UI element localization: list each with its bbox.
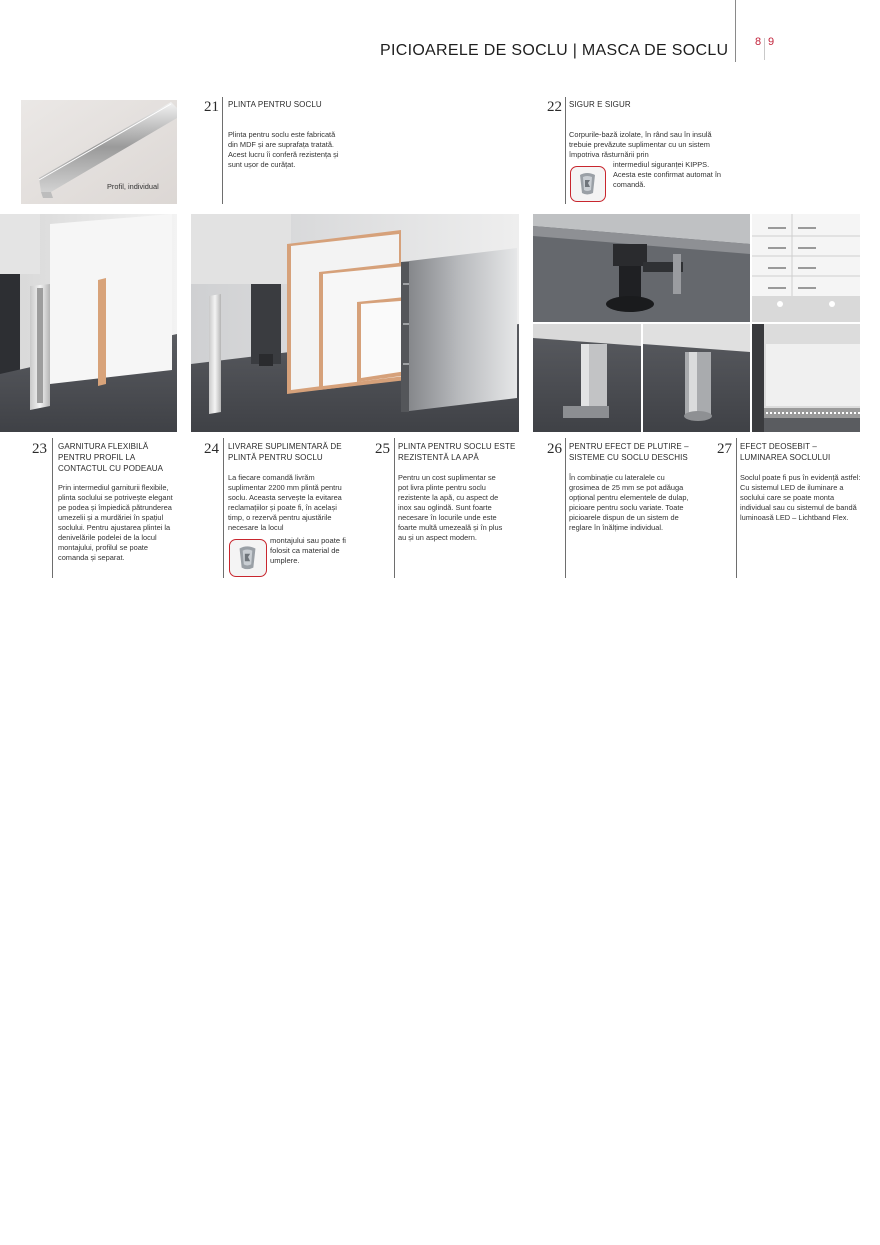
section-26-title: PENTRU EFECT DE PLUTIRE – SISTEME CU SOCLU DESCHIS — [569, 442, 689, 462]
section-25-body: Pentru un cost suplimentar se pot livra plinte pentru soclu rezistente la apă, cu aspect de inox sau oglindă. Sunt foarte necesare în locurile unde este foarte multă umezeală și în plus au și un aspect modern. — [398, 473, 503, 542]
section-26-rule — [565, 438, 566, 578]
section-24-rule — [223, 438, 224, 578]
section-25-number: 25 — [375, 441, 390, 457]
section-21-body: Plinta pentru soclu este fabricată din MDF și are suprafața tratată. Acest lucru îi conferă rezistența și sunt ușor de curățat. — [228, 130, 339, 169]
kipps-safety-icon — [229, 539, 267, 577]
section-21-rule — [222, 97, 223, 204]
page-title: PICIOARELE DE SOCLU | MASCA DE SOCLU — [380, 42, 729, 59]
section-24-number: 24 — [204, 441, 219, 457]
section-27-title: EFECT DEOSEBIT – LUMINAREA SOCLULUI — [740, 442, 831, 462]
section-22-rule — [565, 97, 566, 204]
section-24-body: La fiecare comandă livrăm suplimentar 2200 mm plintă pentru soclu. Aceasta servește la evitarea reclamațiilor și poate fi, în același timp, o rezervă pentru ajustările necesare la locul — [228, 473, 342, 532]
section-23-number: 23 — [32, 441, 47, 457]
led-strip-photo — [752, 324, 860, 432]
square-leg-photo — [533, 324, 641, 432]
section-27-rule — [736, 438, 737, 578]
led-drawers-photo — [752, 214, 860, 322]
section-22-body: Corpurile-bază izolate, în rând sau în insulă trebuie prevăzute suplimentar cu un sistem împotriva răsturnării prin — [569, 130, 712, 159]
plinth-samples-photo — [191, 214, 519, 432]
page-number-left: 8 — [755, 36, 762, 48]
adjustable-leg-photo — [533, 214, 750, 322]
section-27-body: Soclul poate fi pus în evidență astfel: Cu sistemul LED de iluminare a soclului care se poate monta individual sau cu sistemul de bandă luminoasă LED – Lichtband Flex. — [740, 473, 861, 522]
section-24-body-side: montajului sau poate fi folosit ca material de umplere. — [270, 536, 346, 565]
section-26-body: În combinație cu lateralele cu grosimea de 25 mm se pot adăuga opțional pentru elementele de dulap, picioare pentru soclu variate. Toate picioarele dispun de un sistem de reglare în înălțime individual. — [569, 473, 689, 532]
section-26-number: 26 — [547, 441, 562, 457]
section-21-title: PLINTA PENTRU SOCLU — [228, 100, 322, 109]
round-leg-photo — [643, 324, 750, 432]
plinth-gasket-photo — [0, 214, 177, 432]
section-23-title: GARNITURA FLEXIBILĂ PENTRU PROFIL LA CONTACTUL CU PODEAUA — [58, 442, 164, 473]
kipps-safety-icon — [570, 166, 606, 202]
inset-caption: Profil, individual — [107, 182, 159, 191]
section-27-number: 27 — [717, 441, 732, 457]
profile-inset-image — [21, 100, 177, 204]
section-24-title: LIVRARE SUPLIMENTARĂ DE PLINTĂ PENTRU SOCLU — [228, 442, 342, 462]
section-22-title: SIGUR E SIGUR — [569, 100, 631, 109]
section-22-number: 22 — [547, 99, 562, 115]
header-divider — [735, 0, 736, 62]
section-25-rule — [394, 438, 395, 578]
section-25-title: PLINTA PENTRU SOCLU ESTE REZISTENTĂ LA APĂ — [398, 442, 516, 462]
section-23-rule — [52, 438, 53, 578]
section-23-body: Prin intermediul garniturii flexibile, plinta soclului se potrivește elegant pe podea și împiedică pătrunderea umezelii și a murdăriei în spațiul soclului. Pentru ajustarea plintei la denivelările podelei de la locul montajului, profilul se poate comanda și separat. — [58, 483, 173, 562]
page-number-right: 9 — [768, 36, 775, 48]
section-21-number: 21 — [204, 99, 219, 115]
page-number-divider — [764, 38, 765, 60]
section-22-body-side: intermediul siguranței KIPPS. Acesta este confirmat automat în comandă. — [613, 160, 722, 189]
